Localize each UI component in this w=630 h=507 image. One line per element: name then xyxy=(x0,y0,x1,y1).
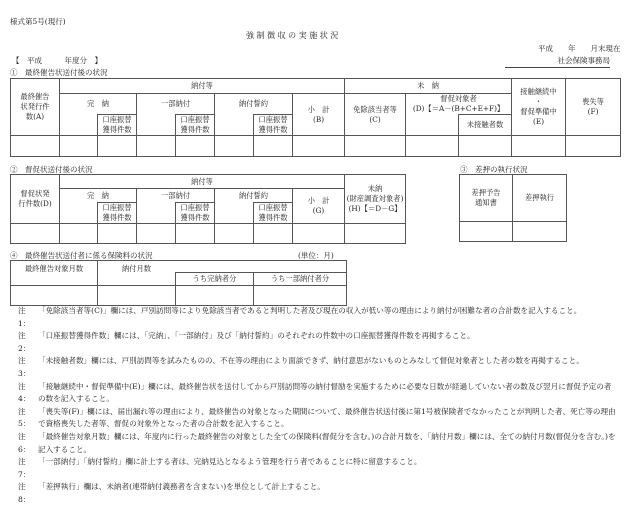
section2-table xyxy=(10,174,406,244)
contact-header: 接触継続中 ・ 督促準備中 (E) xyxy=(512,79,566,136)
partial-part-header: うち一部納付者分 xyxy=(254,273,347,286)
section3-data-row xyxy=(460,222,567,242)
seizure-notice-header: 差押予告通知書 xyxy=(460,175,513,222)
issued-count-header: 最終催告状発行件数(A) xyxy=(11,79,60,136)
no-contact-header: 未接触者数 xyxy=(459,115,512,136)
unit-label: (単位：月) xyxy=(298,251,334,260)
page-title: 強 制 徴 収 の 実 施 状 況 xyxy=(246,31,339,40)
section1-data-row xyxy=(11,136,621,157)
note-4: 注4： 「接触継続中・督促準備中(E)」欄には、最終催告状を送付してから戸別訪問等の納付督励を実施するために必要な日数が経過していない者の数及び翌月に督促予定の者の数を記入すること。 xyxy=(18,381,612,404)
paid-group-header: 納付等 xyxy=(60,175,345,189)
unpaid-group-header: 未 納 xyxy=(345,79,512,94)
note-5: 注5： 「喪失等(F)」欄には、届出漏れ等の理由により、最終催告の対象となった期間について、最終催告状送付後に第1号被保険者でなかったことが判明した者、死亡等の理由で資格喪失した者等、督促の対象外となった者の合計数を記入すること。 xyxy=(18,406,616,429)
pledge-header: 納付誓約 xyxy=(215,189,293,203)
target-months-header: 最終催告対象月数 xyxy=(11,261,98,286)
section3-label: ③ 差押の執行状況 xyxy=(460,165,528,174)
pledge-header: 納付誓約 xyxy=(215,94,293,115)
seizure-execution-header: 差押執行 xyxy=(513,175,567,222)
transfer-header: 口座振替獲得件数 xyxy=(98,115,137,136)
notes xyxy=(18,305,616,507)
transfer-header: 口座振替獲得件数 xyxy=(176,115,215,136)
full-payment-header: 完 納 xyxy=(60,94,137,115)
note-7: 注7： 「一部納付」「納付誓約」欄に計上する者は、完納見込となるよう管理を行う者であることに特に留意すること。 xyxy=(18,457,422,479)
section4-label: ④ 最終催告状送付者に係る保険料の状況 xyxy=(10,251,153,260)
section1-table xyxy=(10,78,621,157)
subtotal-header: 小 計(G) xyxy=(293,189,345,224)
paid-group-header: 納付等 xyxy=(60,79,345,94)
section2-label: ② 督促状送付後の状況 xyxy=(10,165,93,174)
unpaid-header: 未納 (財産調査対象者) (H)【＝D－G】 xyxy=(345,175,406,224)
section4-data-row xyxy=(11,286,347,306)
form-number: 様式第5号(現行) xyxy=(10,17,66,26)
section3-table xyxy=(459,174,567,242)
note-2: 注2： 「口座振替獲得件数」欄には、「完納」、「一部納付」及び「納付誓約」のそれぞれの件数中の口座振替獲得件数を再掲すること。 xyxy=(18,331,475,353)
full-payment-header: 完 納 xyxy=(60,189,137,203)
partial-payment-header: 一部納付 xyxy=(137,94,215,115)
partial-payment-header: 一部納付 xyxy=(137,189,215,203)
transfer-header: 口座振替獲得件数 xyxy=(98,203,137,224)
target-header: 督促対象者 (D)【＝A－(B+C+E+F)】 xyxy=(406,94,512,115)
paid-months-header: 納付月数 xyxy=(98,261,176,286)
note-1: 注1： 「免除該当者等(C)」欄には、戸別訪問等により免除該当者であると判明した者及び現在の収入が低い等の理由により納付が困難な者の合計数を記入すること。 xyxy=(18,306,582,328)
section2-data-row xyxy=(11,224,406,244)
transfer-header: 口座振替獲得件数 xyxy=(254,115,293,136)
transfer-header: 口座振替獲得件数 xyxy=(254,203,293,224)
full-part-header: うち完納者分 xyxy=(176,273,254,286)
notice-count-header: 督促状発行件数(D) xyxy=(11,175,60,224)
note-8: 注8： 「差押執行」欄は、未納者(連帯納付義務者を含まない)を単位として計上すること。 xyxy=(18,482,325,504)
transfer-header: 口座振替獲得件数 xyxy=(176,203,215,224)
note-6: 注6： 「最終催告対象月数」欄には、年度内に行った最終催告の対象とした全ての保険料(督促分を含む。)の合計月数を、「納付月数」欄には、全ての納付月数(督促分を含む。)を記入すること。 xyxy=(18,431,616,454)
section4-table xyxy=(10,260,347,306)
office-name: 社会保険事務局 xyxy=(505,55,610,68)
as-of-date: 平成 年 月末現在 xyxy=(538,44,621,53)
section1-label: ① 最終催告状送付後の状況 xyxy=(10,68,108,77)
exempt-header: 免除該当者等(C) xyxy=(345,94,406,136)
note-3: 注3： 「未接触者数」欄には、戸別訪問等を試みたものの、不在等の理由により面談できず、納付意思がないものとみなして督促対象者とした者の数を再掲すること。 xyxy=(18,356,584,378)
subtotal-header: 小 計(B) xyxy=(293,94,345,136)
fiscal-year: 【 平成 年度分 】 xyxy=(12,56,102,65)
lost-header: 喪失等 (F) xyxy=(566,79,621,136)
